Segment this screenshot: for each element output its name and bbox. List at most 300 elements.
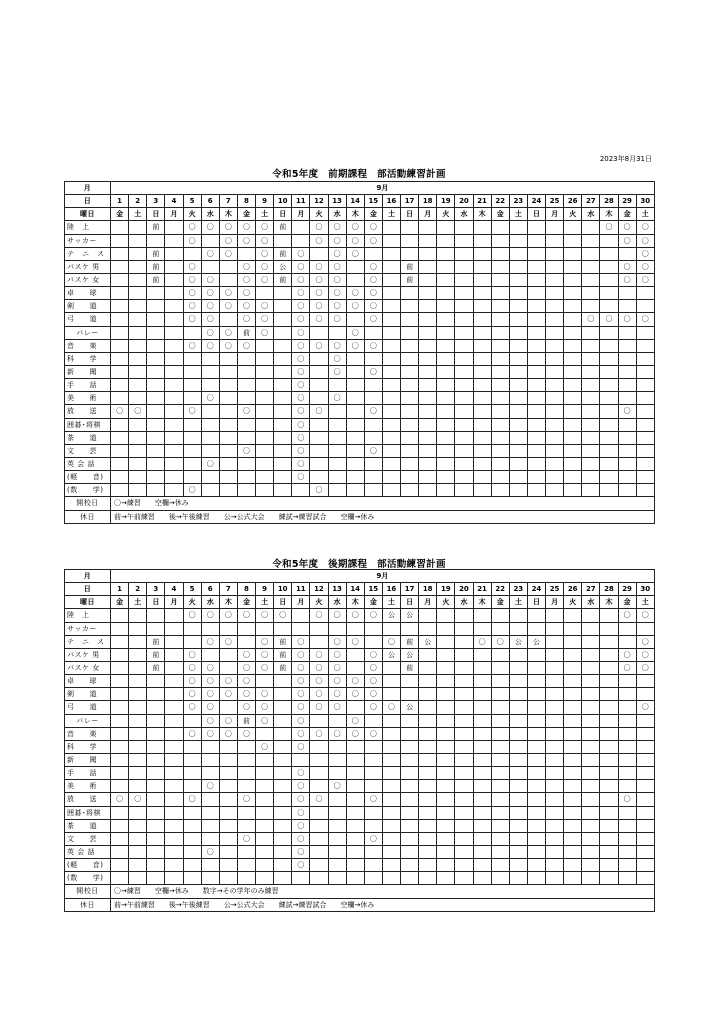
schedule-mark [382, 859, 400, 872]
schedule-mark [364, 845, 382, 858]
schedule-mark [401, 287, 419, 300]
schedule-mark [237, 845, 255, 858]
club-row [65, 379, 655, 392]
schedule-mark [129, 832, 147, 845]
schedule-mark: 〇 [310, 273, 328, 286]
schedule-mark: 〇 [618, 793, 636, 806]
schedule-mark [527, 740, 545, 753]
schedule-mark [165, 701, 183, 714]
day-cell: 3 [147, 195, 165, 208]
schedule-mark [509, 300, 527, 313]
schedule-mark [473, 793, 491, 806]
weekday-cell: 日 [401, 596, 419, 609]
schedule-mark: 〇 [183, 675, 201, 688]
schedule-mark [636, 872, 654, 885]
schedule-mark [600, 753, 618, 766]
schedule-mark [582, 622, 600, 635]
schedule-mark [473, 392, 491, 405]
legend-open-label: 開校日 [65, 497, 111, 510]
schedule-mark [364, 418, 382, 431]
schedule-mark [564, 714, 582, 727]
schedule-mark [473, 872, 491, 885]
schedule-mark [382, 780, 400, 793]
schedule-mark [147, 675, 165, 688]
schedule-mark [582, 379, 600, 392]
schedule-mark [582, 365, 600, 378]
schedule-mark [455, 484, 473, 497]
schedule-mark: 〇 [600, 313, 618, 326]
weekday-cell: 水 [328, 208, 346, 221]
schedule-mark [129, 484, 147, 497]
schedule-mark [111, 609, 129, 622]
schedule-mark: 〇 [201, 609, 219, 622]
schedule-mark [509, 352, 527, 365]
schedule-mark [147, 339, 165, 352]
weekday-cell: 土 [509, 208, 527, 221]
schedule-mark [310, 806, 328, 819]
day-cell: 26 [564, 195, 582, 208]
day-cell: 15 [364, 583, 382, 596]
schedule-mark [165, 313, 183, 326]
day-row [65, 583, 655, 596]
schedule-mark [382, 661, 400, 674]
schedule-mark [473, 845, 491, 858]
schedule-mark [147, 365, 165, 378]
schedule-mark [437, 221, 455, 234]
schedule-mark [147, 780, 165, 793]
schedule-mark [183, 872, 201, 885]
schedule-mark [455, 234, 473, 247]
club-name: バスケ 男 [65, 260, 111, 273]
schedule-mark [346, 819, 364, 832]
legend-open-label: 開校日 [65, 885, 111, 898]
day-cell: 29 [618, 583, 636, 596]
schedule-mark: 〇 [237, 609, 255, 622]
schedule-mark: 前 [147, 260, 165, 273]
schedule-mark [600, 365, 618, 378]
day-cell: 9 [256, 195, 274, 208]
schedule-mark [546, 661, 564, 674]
schedule-mark [455, 819, 473, 832]
weekday-cell: 水 [582, 596, 600, 609]
club-name: 茶 道 [65, 431, 111, 444]
schedule-mark [546, 352, 564, 365]
weekday-cell: 月 [165, 208, 183, 221]
schedule-mark [111, 727, 129, 740]
schedule-mark [546, 780, 564, 793]
schedule-mark [147, 352, 165, 365]
schedule-mark [437, 247, 455, 260]
legend-open-row [65, 885, 655, 898]
schedule-mark [147, 326, 165, 339]
schedule-mark [419, 648, 437, 661]
schedule-mark [509, 675, 527, 688]
schedule-mark [111, 392, 129, 405]
schedule-mark [546, 431, 564, 444]
schedule-mark [183, 753, 201, 766]
schedule-mark [165, 405, 183, 418]
schedule-mark [582, 405, 600, 418]
weekday-cell: 木 [219, 208, 237, 221]
schedule-mark [183, 431, 201, 444]
schedule-mark [147, 845, 165, 858]
club-name: 文 芸 [65, 832, 111, 845]
schedule-mark [618, 392, 636, 405]
schedule-mark [564, 379, 582, 392]
club-row [65, 661, 655, 674]
schedule-mark [129, 622, 147, 635]
schedule-mark: 〇 [292, 287, 310, 300]
schedule-mark [509, 872, 527, 885]
schedule-mark [364, 431, 382, 444]
schedule-mark [491, 727, 509, 740]
schedule-mark: 〇 [310, 675, 328, 688]
schedule-mark [455, 609, 473, 622]
schedule-mark [527, 609, 545, 622]
schedule-mark [219, 753, 237, 766]
weekday-cell: 水 [201, 596, 219, 609]
schedule-mark [582, 471, 600, 484]
schedule-mark: 〇 [274, 609, 292, 622]
schedule-mark [600, 872, 618, 885]
schedule-mark [274, 326, 292, 339]
weekday-cell: 水 [328, 596, 346, 609]
schedule-mark [455, 832, 473, 845]
day-cell: 22 [491, 583, 509, 596]
schedule-mark [527, 273, 545, 286]
schedule-mark [419, 339, 437, 352]
schedule-mark: 〇 [201, 247, 219, 260]
schedule-mark [437, 819, 455, 832]
schedule-mark [165, 471, 183, 484]
schedule-mark [401, 313, 419, 326]
schedule-mark [183, 780, 201, 793]
schedule-mark [201, 819, 219, 832]
schedule-mark [509, 819, 527, 832]
schedule-mark: 〇 [201, 635, 219, 648]
day-cell: 21 [473, 195, 491, 208]
schedule-mark [201, 767, 219, 780]
schedule-mark [636, 767, 654, 780]
schedule-mark [527, 701, 545, 714]
schedule-mark [328, 832, 346, 845]
schedule-mark [582, 287, 600, 300]
schedule-mark [237, 431, 255, 444]
schedule-mark [129, 806, 147, 819]
schedule-mark [437, 727, 455, 740]
schedule-mark [364, 872, 382, 885]
schedule-mark: 〇 [292, 326, 310, 339]
schedule-mark: 〇 [310, 287, 328, 300]
schedule-mark [419, 622, 437, 635]
schedule-mark [129, 457, 147, 470]
schedule-mark: 〇 [183, 273, 201, 286]
schedule-mark [219, 405, 237, 418]
schedule-mark: 〇 [201, 273, 219, 286]
schedule-mark [111, 260, 129, 273]
schedule-mark [527, 326, 545, 339]
schedule-mark: 〇 [346, 714, 364, 727]
schedule-mark [382, 339, 400, 352]
schedule-mark [274, 392, 292, 405]
schedule-mark [419, 418, 437, 431]
schedule-mark [473, 365, 491, 378]
schedule-mark [237, 872, 255, 885]
schedule-mark [364, 767, 382, 780]
schedule-mark [564, 484, 582, 497]
schedule-mark [491, 352, 509, 365]
schedule-mark [419, 714, 437, 727]
schedule-mark [600, 688, 618, 701]
schedule-mark: 公 [527, 635, 545, 648]
schedule-mark: 〇 [328, 609, 346, 622]
club-row [65, 365, 655, 378]
schedule-mark [491, 300, 509, 313]
schedule-mark [346, 365, 364, 378]
schedule-mark [419, 484, 437, 497]
schedule-mark [564, 457, 582, 470]
schedule-mark: 〇 [346, 300, 364, 313]
schedule-mark [636, 819, 654, 832]
schedule-mark [165, 648, 183, 661]
day-cell: 22 [491, 195, 509, 208]
schedule-mark [527, 418, 545, 431]
schedule-mark [509, 379, 527, 392]
schedule-mark [419, 661, 437, 674]
schedule-mark [491, 221, 509, 234]
day-cell: 1 [111, 195, 129, 208]
schedule-mark [509, 753, 527, 766]
schedule-mark: 〇 [183, 661, 201, 674]
day-cell: 10 [274, 195, 292, 208]
schedule-mark [618, 872, 636, 885]
schedule-mark [346, 379, 364, 392]
schedule-mark [111, 661, 129, 674]
schedule-mark [256, 418, 274, 431]
schedule-mark [509, 622, 527, 635]
day-cell: 18 [419, 583, 437, 596]
schedule-mark [546, 221, 564, 234]
schedule-mark: 〇 [618, 313, 636, 326]
schedule-mark: 〇 [201, 701, 219, 714]
schedule-mark [364, 247, 382, 260]
schedule-mark [165, 392, 183, 405]
schedule-mark [437, 872, 455, 885]
schedule-mark [401, 392, 419, 405]
schedule-mark [527, 431, 545, 444]
schedule-mark: 〇 [292, 701, 310, 714]
schedule-mark [364, 352, 382, 365]
schedule-mark: 〇 [364, 648, 382, 661]
second-term-title: 令和5年度 後期課程 部活動練習計画 [272, 559, 446, 570]
schedule-mark [237, 352, 255, 365]
schedule-mark [600, 326, 618, 339]
schedule-mark: 〇 [328, 234, 346, 247]
schedule-mark: 前 [401, 635, 419, 648]
schedule-mark [473, 444, 491, 457]
weekday-cell: 木 [346, 596, 364, 609]
schedule-mark [509, 221, 527, 234]
schedule-mark [491, 392, 509, 405]
schedule-mark [636, 484, 654, 497]
schedule-mark [618, 701, 636, 714]
day-cell: 27 [582, 583, 600, 596]
schedule-mark: 公 [274, 260, 292, 273]
schedule-mark [636, 688, 654, 701]
schedule-mark [491, 326, 509, 339]
schedule-mark [618, 845, 636, 858]
schedule-mark: 〇 [292, 431, 310, 444]
schedule-mark [382, 405, 400, 418]
schedule-mark [201, 793, 219, 806]
schedule-mark [546, 859, 564, 872]
weekday-cell: 水 [455, 596, 473, 609]
day-cell: 24 [527, 195, 545, 208]
schedule-mark [111, 431, 129, 444]
schedule-mark: 〇 [364, 661, 382, 674]
schedule-mark [201, 622, 219, 635]
schedule-mark [382, 845, 400, 858]
schedule-mark [346, 832, 364, 845]
schedule-mark [582, 260, 600, 273]
schedule-mark [564, 352, 582, 365]
day-cell: 10 [274, 583, 292, 596]
schedule-mark [564, 740, 582, 753]
schedule-mark [401, 471, 419, 484]
schedule-mark: 〇 [219, 300, 237, 313]
schedule-mark [600, 714, 618, 727]
schedule-mark: 〇 [292, 313, 310, 326]
schedule-mark [219, 431, 237, 444]
club-name: サッカー [65, 234, 111, 247]
schedule-mark [165, 727, 183, 740]
schedule-mark [274, 819, 292, 832]
schedule-mark [527, 727, 545, 740]
schedule-mark [636, 740, 654, 753]
schedule-mark [346, 471, 364, 484]
schedule-mark [129, 727, 147, 740]
schedule-mark [310, 431, 328, 444]
schedule-mark [419, 859, 437, 872]
schedule-mark [527, 484, 545, 497]
day-cell: 21 [473, 583, 491, 596]
schedule-mark [455, 339, 473, 352]
schedule-mark [129, 701, 147, 714]
schedule-mark: 〇 [636, 247, 654, 260]
schedule-mark [237, 806, 255, 819]
schedule-mark [111, 832, 129, 845]
weekday-cell: 金 [111, 208, 129, 221]
schedule-mark: 〇 [328, 247, 346, 260]
schedule-mark: 〇 [364, 832, 382, 845]
schedule-mark [455, 379, 473, 392]
schedule-mark [600, 635, 618, 648]
weekday-cell: 月 [419, 596, 437, 609]
schedule-mark [618, 339, 636, 352]
schedule-mark [111, 872, 129, 885]
schedule-mark [129, 714, 147, 727]
schedule-mark [364, 457, 382, 470]
weekday-cell: 金 [491, 208, 509, 221]
schedule-mark [437, 806, 455, 819]
schedule-mark [491, 753, 509, 766]
first-term-schedule-table [64, 181, 655, 524]
schedule-mark [219, 819, 237, 832]
schedule-mark [292, 622, 310, 635]
club-row [65, 740, 655, 753]
schedule-mark: 〇 [346, 727, 364, 740]
schedule-mark [546, 405, 564, 418]
schedule-mark [382, 806, 400, 819]
schedule-mark: 〇 [364, 234, 382, 247]
schedule-mark [509, 688, 527, 701]
schedule-mark [473, 609, 491, 622]
schedule-mark: 〇 [310, 688, 328, 701]
schedule-mark [546, 622, 564, 635]
schedule-mark [111, 675, 129, 688]
schedule-mark [509, 247, 527, 260]
schedule-mark: 〇 [219, 234, 237, 247]
weekday-cell: 火 [310, 208, 328, 221]
schedule-mark [165, 806, 183, 819]
schedule-mark [491, 675, 509, 688]
schedule-mark [147, 300, 165, 313]
schedule-mark [527, 675, 545, 688]
club-row [65, 675, 655, 688]
schedule-mark [256, 622, 274, 635]
schedule-mark [310, 418, 328, 431]
day-cell: 29 [618, 195, 636, 208]
schedule-mark [437, 379, 455, 392]
schedule-mark: 〇 [183, 221, 201, 234]
day-cell: 16 [382, 583, 400, 596]
schedule-mark [636, 845, 654, 858]
club-name: バスケ 男 [65, 648, 111, 661]
schedule-mark: 〇 [310, 313, 328, 326]
club-name: 囲碁･将棋 [65, 418, 111, 431]
club-name: 新 聞 [65, 365, 111, 378]
schedule-mark: 〇 [201, 675, 219, 688]
schedule-mark [382, 379, 400, 392]
weekday-cell: 日 [527, 596, 545, 609]
schedule-mark [582, 648, 600, 661]
schedule-mark [256, 675, 274, 688]
schedule-mark [491, 832, 509, 845]
weekday-cell: 日 [401, 208, 419, 221]
schedule-mark [382, 260, 400, 273]
weekday-cell: 火 [564, 208, 582, 221]
day-cell: 8 [237, 195, 255, 208]
schedule-mark [491, 313, 509, 326]
schedule-mark [165, 622, 183, 635]
schedule-mark [310, 622, 328, 635]
weekday-cell: 日 [527, 208, 545, 221]
schedule-mark [328, 379, 346, 392]
schedule-mark [509, 234, 527, 247]
club-name: 手 話 [65, 767, 111, 780]
schedule-mark [473, 313, 491, 326]
schedule-mark: 前 [147, 273, 165, 286]
club-row [65, 819, 655, 832]
club-row [65, 767, 655, 780]
schedule-mark [310, 832, 328, 845]
schedule-mark: 〇 [292, 780, 310, 793]
schedule-mark [600, 300, 618, 313]
schedule-mark [382, 300, 400, 313]
schedule-mark [509, 701, 527, 714]
schedule-mark [274, 767, 292, 780]
schedule-mark [274, 287, 292, 300]
